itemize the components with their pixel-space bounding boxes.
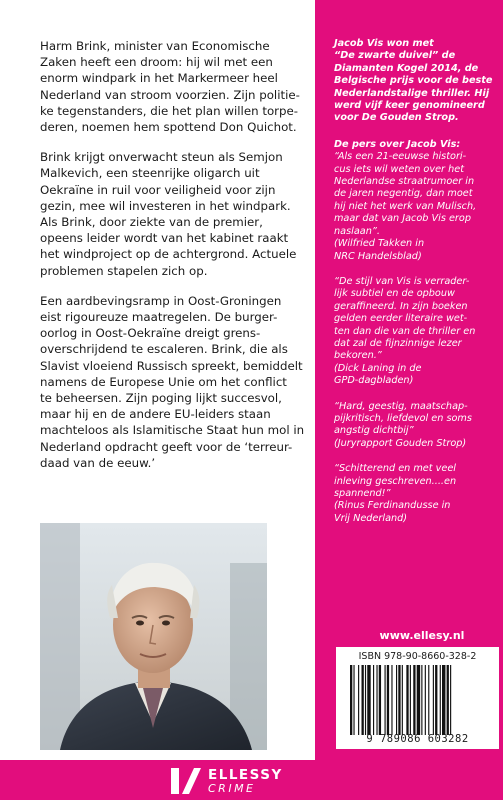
quote-text: “Schitterend en met veel inleving geschreven....en spannend!” xyxy=(334,463,457,499)
press-quote xyxy=(334,276,499,388)
quote-text: “Als een 21-eeuwse histori- cus iets wil weten over het Nederlandse straatrumoer in de jaren negentig, dan moet hij niet het werk van Mulisch, maar dat van Jacob Vis erop naslaan”. xyxy=(334,151,477,237)
publisher-logo xyxy=(168,765,338,797)
back-cover-right-panel xyxy=(315,0,503,760)
press-quote xyxy=(334,151,499,263)
logo-subtitle: CRIME xyxy=(208,782,256,795)
barcode-number: 9 789086 603282 xyxy=(366,733,469,745)
isbn-label: ISBN 978-90-8660-328-2 xyxy=(358,651,477,662)
press-heading: De pers over Jacob Vis: xyxy=(334,138,461,150)
synopsis xyxy=(40,38,310,485)
logo-name: ELLESSY xyxy=(208,767,283,783)
synopsis-paragraph-3: Een aardbevingsramp in Oost-Groningen eist rigoureuze maatregelen. De burger- oorlog in Oost-Oekraïne dreigt grens- overschrijdend te escaleren. Brink, die als Slavist vloeiend Russisch spreekt, bemiddelt namens de Europese Unie om het conflict te beheersen. Zijn poging lijkt succesvol, maar hij en de andere EU-leiders staan machteloos als Islamitische Staat hun mol in Nederland opdracht geeft voor de ‘terreur- daad van de eeuw.’ xyxy=(40,293,305,470)
quote-text: “De stijl van Vis is verrader- lijk subtiel en de opbouw geraffineerd. In zijn boeken gelden eerder literaire wet- ten dan die van de thriller en dat zal de fijnzinnige lezer bekoren.” xyxy=(334,275,476,362)
quote-text: “Hard, geestig, maatschap- pijkritisch, liefdevol en soms angstig dichtbij” xyxy=(334,400,472,437)
press-quote xyxy=(334,401,499,451)
author-portrait-image xyxy=(40,523,267,750)
publisher-website: www.ellesy.nl xyxy=(379,629,465,642)
ellessy-logo-icon xyxy=(168,766,202,796)
synopsis-paragraph-1: Harm Brink, minister van Economische Zaken heeft een droom: hij wil met een enorm windpark in het Markermeer heel Nederland van stroom voorzien. Zijn politie- ke tegenstanders, die het plan willen torpe- deren, noemen hem spottend Don Quichot. xyxy=(40,39,300,135)
press-quote xyxy=(334,463,499,525)
quote-source: (Rinus Ferdinandusse in Vrij Nederland) xyxy=(334,500,451,524)
barcode-bars xyxy=(350,665,494,735)
barcode xyxy=(336,647,499,749)
quote-source: (Dick Laning in de GPD-dagbladen) xyxy=(334,362,422,387)
praise-section xyxy=(334,38,499,538)
award-note: Jacob Vis won met “De zwarte duivel” de Diamanten Kogel 2014, de Belgische prijs voor de beste Nederlandstalige thriller. Hij werd vijf keer genomineerd voor De Gouden Strop. xyxy=(334,38,493,124)
quote-source: (Juryrapport Gouden Strop) xyxy=(334,437,467,449)
author-portrait xyxy=(40,523,267,750)
synopsis-paragraph-2: Brink krijgt onverwacht steun als Semjon Malkevich, een steenrijke oligarch uit Oekraïne in ruil voor veiligheid voor zijn gezin, mee wil investeren in het windpark. Als Brink, door ziekte van de premier, opeens leider wordt van het kabinet raakt het windproject op de achtergrond. Actuele problemen stapelen zich op. xyxy=(40,150,297,278)
quote-source: (Wilfried Takken in NRC Handelsblad) xyxy=(334,238,425,262)
